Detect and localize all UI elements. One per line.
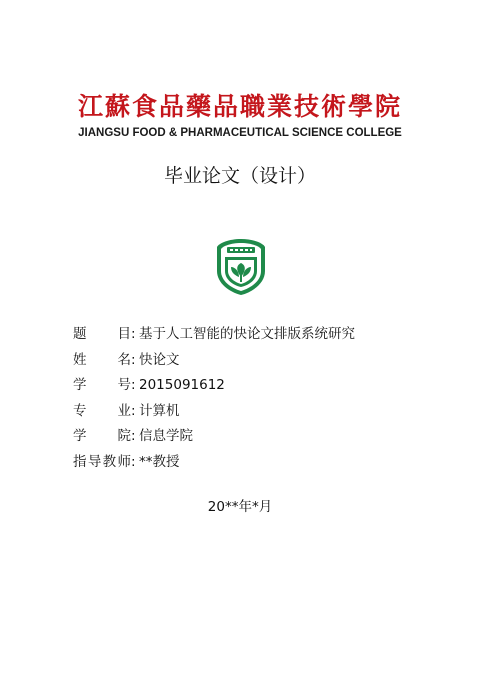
info-value: 2015091612 [139,377,225,393]
label-char: 专 [73,402,87,419]
label-char: 导 [87,453,102,470]
label-char: 题 [73,326,87,342]
label-char: 目 [117,326,131,342]
info-label [73,424,131,450]
info-label [73,348,131,374]
label-char: 学 [73,377,87,393]
label-char: 名 [117,351,131,368]
info-label [73,399,131,425]
college-emblem-icon [213,237,269,297]
college-name-chinese: 江蘇食品藥品職業技術學院 [77,92,402,121]
info-value: 计算机 [139,402,180,419]
colon: : [131,428,136,444]
info-value: 快论文 [139,351,180,368]
info-value: 信息学院 [139,428,193,444]
thesis-info [73,322,433,475]
info-value: 基于人工智能的快论文排版系统研究 [139,326,355,342]
colon: : [131,326,136,342]
info-label [73,373,131,399]
info-label [73,322,131,348]
label-char: 学 [73,428,87,444]
label-char: 师 [117,453,131,470]
info-row-student-id [73,373,433,399]
label-char: 教 [102,453,117,470]
info-row-school [73,424,433,450]
info-row-advisor [73,450,433,476]
submission-date: 20**年*月 [207,499,273,515]
label-char: 业 [117,402,131,419]
label-char: 院 [117,428,131,444]
info-row-major [73,399,433,425]
college-name-english: JIANGSU FOOD & PHARMACEUTICAL SCIENCE COLLEGE [78,127,402,139]
colon: : [131,402,136,419]
info-label [73,450,131,476]
label-char: 指 [73,453,87,470]
label-char: 号 [117,377,131,393]
colon: : [131,453,136,470]
info-row-title [73,322,433,348]
info-value: **教授 [139,453,180,470]
colon: : [131,377,136,393]
label-char: 姓 [73,351,87,368]
info-row-name [73,348,433,374]
document-title: 毕业论文（设计） [163,165,316,187]
colon: : [131,351,136,368]
